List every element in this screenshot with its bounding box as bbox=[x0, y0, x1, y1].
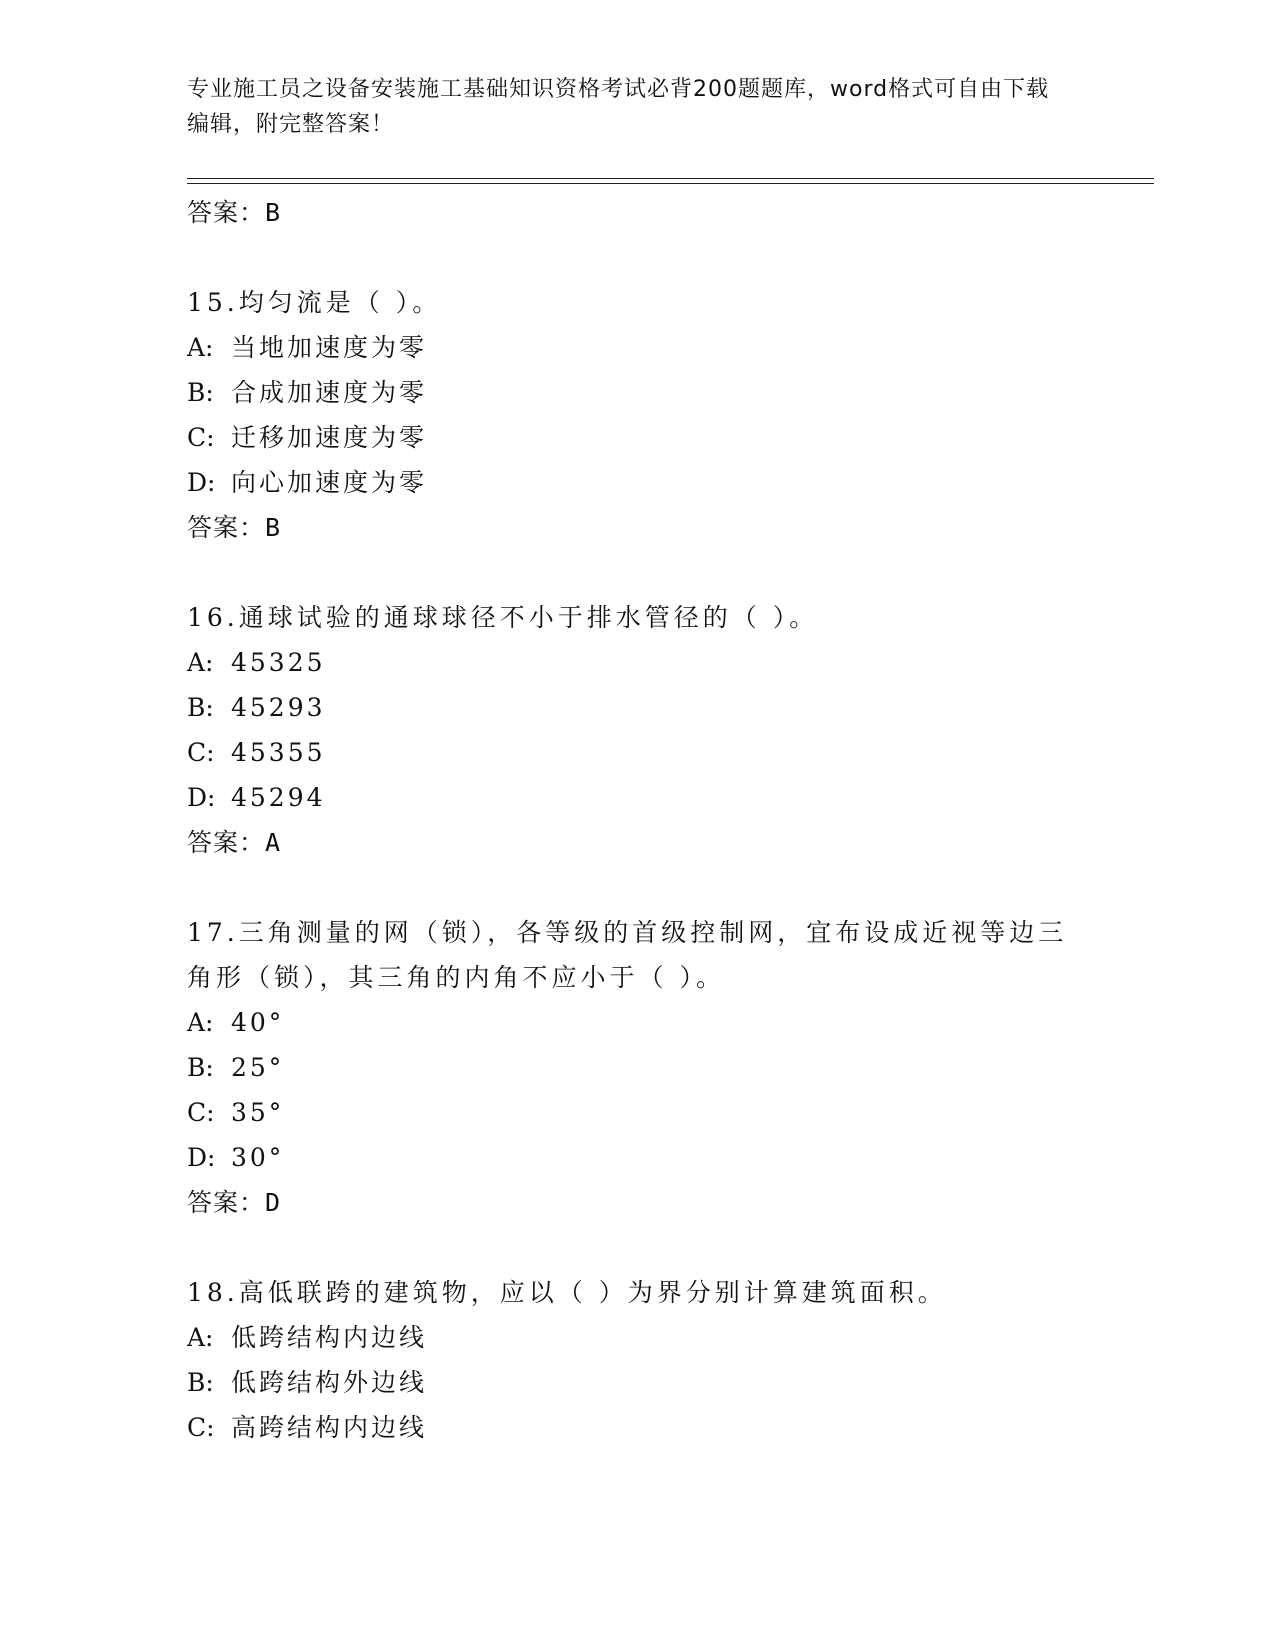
option-text: 40° bbox=[231, 1008, 285, 1037]
option-key: A: bbox=[187, 1008, 214, 1037]
option-b bbox=[187, 1360, 1087, 1405]
option-b bbox=[187, 1045, 1087, 1090]
option-text: 合成加速度为零 bbox=[231, 378, 428, 407]
option-key: D: bbox=[187, 783, 216, 812]
option-text: 25° bbox=[231, 1053, 285, 1082]
header-rule-bottom bbox=[187, 183, 1154, 184]
answer-label: 答案： bbox=[187, 513, 266, 542]
option-text: 低跨结构外边线 bbox=[231, 1368, 428, 1397]
answer-line bbox=[187, 820, 1087, 866]
option-text: 30° bbox=[231, 1143, 285, 1172]
option-key: A: bbox=[187, 1323, 214, 1352]
answer-value: A bbox=[265, 828, 282, 857]
option-b bbox=[187, 370, 1087, 415]
answer-line bbox=[187, 190, 1087, 236]
question-15 bbox=[187, 280, 1087, 551]
option-text: 45293 bbox=[231, 693, 326, 722]
option-text: 高跨结构内边线 bbox=[231, 1413, 428, 1442]
answer-label: 答案： bbox=[187, 1188, 266, 1217]
option-key: B: bbox=[187, 693, 214, 722]
option-text: 45325 bbox=[231, 648, 326, 677]
option-text: 35° bbox=[231, 1098, 285, 1127]
option-b bbox=[187, 685, 1087, 730]
question-stem: 16.通球试验的通球球径不小于排水管径的（ ）。 bbox=[187, 603, 819, 632]
question-list bbox=[187, 190, 1087, 1450]
option-d bbox=[187, 775, 1087, 820]
question-stem: 18.高低联跨的建筑物，应以（ ）为界分别计算建筑面积。 bbox=[187, 1278, 947, 1307]
option-key: D: bbox=[187, 468, 216, 497]
option-a bbox=[187, 1000, 1087, 1045]
option-a bbox=[187, 640, 1087, 685]
option-a bbox=[187, 325, 1087, 370]
option-c bbox=[187, 1090, 1087, 1135]
option-key: C: bbox=[187, 738, 215, 767]
answer-line bbox=[187, 505, 1087, 551]
option-text: 向心加速度为零 bbox=[231, 468, 428, 497]
option-key: C: bbox=[187, 1413, 215, 1442]
answer-value: B bbox=[265, 513, 282, 542]
option-c bbox=[187, 730, 1087, 775]
option-key: C: bbox=[187, 423, 215, 452]
option-text: 迁移加速度为零 bbox=[231, 423, 428, 452]
question-stem: 15.均匀流是（ ）。 bbox=[187, 288, 442, 317]
answer-value: D bbox=[265, 1188, 282, 1217]
option-key: D: bbox=[187, 1143, 216, 1172]
answer-label: 答案： bbox=[187, 828, 266, 857]
document-header: 专业施工员之设备安装施工基础知识资格考试必背200题题库，word格式可自由下载编辑，附完整答案！ bbox=[187, 77, 1050, 137]
option-text: 当地加速度为零 bbox=[231, 333, 428, 362]
option-text: 低跨结构内边线 bbox=[231, 1323, 428, 1352]
option-key: B: bbox=[187, 1053, 214, 1082]
option-key: A: bbox=[187, 333, 214, 362]
answer-line bbox=[187, 1180, 1087, 1226]
option-text: 45294 bbox=[231, 783, 326, 812]
option-key: B: bbox=[187, 378, 214, 407]
answer-label: 答案： bbox=[187, 198, 266, 227]
option-a bbox=[187, 1315, 1087, 1360]
option-d bbox=[187, 1135, 1087, 1180]
question-17 bbox=[187, 910, 1087, 1226]
option-c bbox=[187, 415, 1087, 460]
option-d bbox=[187, 460, 1087, 505]
question-18 bbox=[187, 1270, 1087, 1450]
question-16 bbox=[187, 595, 1087, 866]
option-key: B: bbox=[187, 1368, 214, 1397]
question-stem: 17.三角测量的网（锁），各等级的首级控制网，宜布设成近视等边三角形（锁），其三角的内角不应小于（ ）。 bbox=[187, 918, 1068, 992]
option-key: C: bbox=[187, 1098, 215, 1127]
option-c bbox=[187, 1405, 1087, 1450]
answer-value: B bbox=[265, 198, 282, 227]
header-rule-top bbox=[187, 178, 1154, 179]
option-key: A: bbox=[187, 648, 214, 677]
option-text: 45355 bbox=[231, 738, 326, 767]
